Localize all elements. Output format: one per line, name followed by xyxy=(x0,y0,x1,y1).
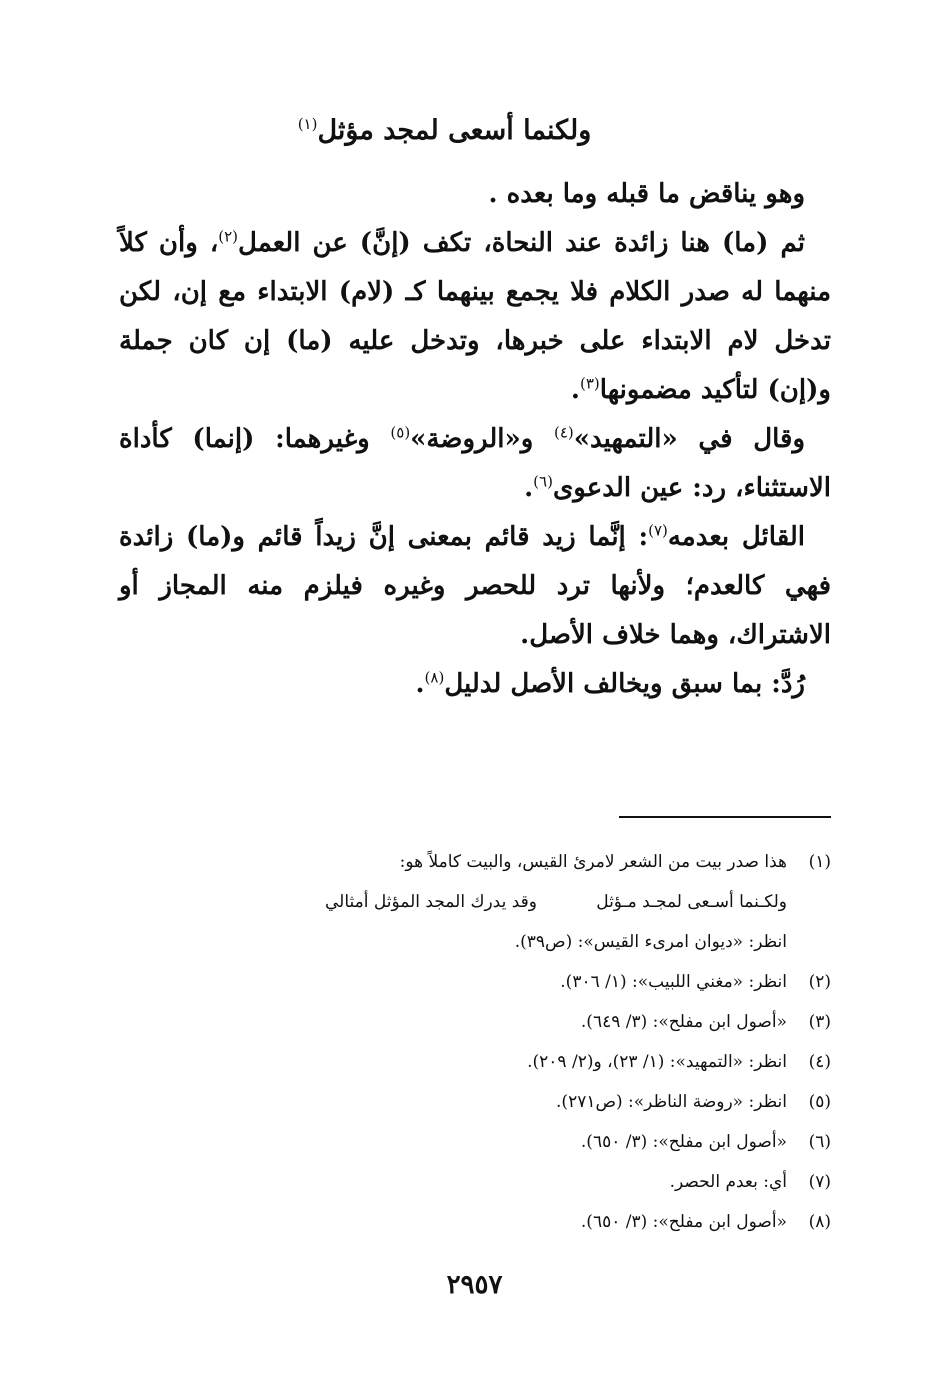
footnote-number: (٤) xyxy=(808,1052,831,1072)
footnote-number: (٢) xyxy=(808,972,831,992)
paragraph-text: . xyxy=(570,375,580,405)
paragraph xyxy=(119,660,831,709)
footnote-text: انظر: «التمهيد»: (١/ ٢٣)، و(٢/ ٢٠٩). xyxy=(527,1052,787,1072)
footnote-text: انظر: «روضة الناظر»: (ص٢٧١). xyxy=(556,1092,787,1112)
paragraph-text: وهو يناقض ما قبله وما بعده . xyxy=(488,179,805,209)
footnote-ref: (٦) xyxy=(533,472,553,491)
footnote-text: «أصول ابن مفلح»: (٣/ ٦٥٠). xyxy=(580,1212,787,1232)
hemistich-second: وقد يدرك المجد المؤثل أمثالي xyxy=(325,892,537,912)
verse-line xyxy=(0,115,949,146)
footnote-text: «أصول ابن مفلح»: (٣/ ٦٥٠). xyxy=(580,1132,787,1152)
paragraph-text: رُدَّ: بما سبق ويخالف الأصل لدليل xyxy=(444,669,805,699)
footnote-number: (٥) xyxy=(808,1092,831,1112)
footnotes xyxy=(119,842,831,1242)
footnote-number: (٣) xyxy=(808,1012,831,1032)
body-text xyxy=(119,170,831,709)
footnote-ref: (٣) xyxy=(579,374,600,393)
paragraph-text: . xyxy=(524,473,534,503)
footnote-text: أي: بعدم الحصر. xyxy=(669,1172,787,1192)
paragraph-text: ، وأن كلاً منهما له صدر الكلام فلا يجمع بينهما كـ (لام) الابتداء مع إن، لكن تدخل لام الابتداء على خبرها، وتدخل عليه (ما) إن كان جملة و(إن) لتأكيد مضمونها xyxy=(119,228,831,405)
footnote-4 xyxy=(119,1042,831,1082)
paragraph xyxy=(119,170,831,219)
footnote-7 xyxy=(119,1162,831,1202)
footnote-6 xyxy=(119,1122,831,1162)
footnote-ref: (٤) xyxy=(553,423,574,442)
footnote-1 xyxy=(119,842,831,882)
page-number: ٢٩٥٧ xyxy=(446,1270,503,1300)
footnote-number: (٦) xyxy=(808,1132,831,1152)
footnote-3 xyxy=(119,1002,831,1042)
paragraph-text: : إنَّما زيد قائم بمعنى إنَّ زيداً قائم و(ما) زائدة فهي كالعدم؛ ولأنها ترد للحصر وغيره فيلزم منه المجاز أو الاشتراك، وهما خلاف الأصل. xyxy=(119,522,831,650)
footnote-ref: (١) xyxy=(297,115,318,133)
paragraph xyxy=(119,219,831,415)
footnote-ref: (٢) xyxy=(218,227,239,246)
poem-verse xyxy=(119,882,831,922)
footnote-text: انظر: «مغني اللبيب»: (١/ ٣٠٦). xyxy=(560,972,787,992)
paragraph-text: وقال في «التمهيد» xyxy=(573,424,805,454)
footnote-source: انظر: «ديوان امرىء القيس»: (ص٣٩). xyxy=(514,932,787,952)
footnote-2 xyxy=(119,962,831,1002)
paragraph xyxy=(119,513,831,660)
paragraph-text: القائل بعدمه xyxy=(667,522,805,552)
footnote-text: «أصول ابن مفلح»: (٣/ ٦٤٩). xyxy=(580,1012,787,1032)
footnote-number: (٨) xyxy=(808,1212,831,1232)
verse-text: ولكنما أسعى لمجد مؤثل xyxy=(317,115,592,146)
paragraph-text: و«الروضة» xyxy=(410,424,554,454)
paragraph-text: وغيرهما: (إنما) كأداة الاستثناء، رد: عين الدعوى xyxy=(119,424,831,503)
footnote-number: (٧) xyxy=(808,1172,831,1192)
paragraph-text: . xyxy=(415,669,425,699)
footnote-separator xyxy=(619,816,831,818)
hemistich-first: ولكـنما أسـعى لمجـد مـؤثل xyxy=(596,892,787,912)
footnote-text: هذا صدر بيت من الشعر لامرئ القيس، والبيت كاملاً هو: xyxy=(399,852,787,872)
footnote-ref: (٥) xyxy=(390,423,411,442)
footnote-number: (١) xyxy=(808,852,831,872)
footnote-ref: (٧) xyxy=(648,521,668,540)
paragraph-text: ثم (ما) هنا زائدة عند النحاة، تكف (إنَّ) عن العمل xyxy=(238,228,805,258)
footnote-8 xyxy=(119,1202,831,1242)
footnote-ref: (٨) xyxy=(424,668,445,687)
paragraph xyxy=(119,415,831,513)
footnote-5 xyxy=(119,1082,831,1122)
